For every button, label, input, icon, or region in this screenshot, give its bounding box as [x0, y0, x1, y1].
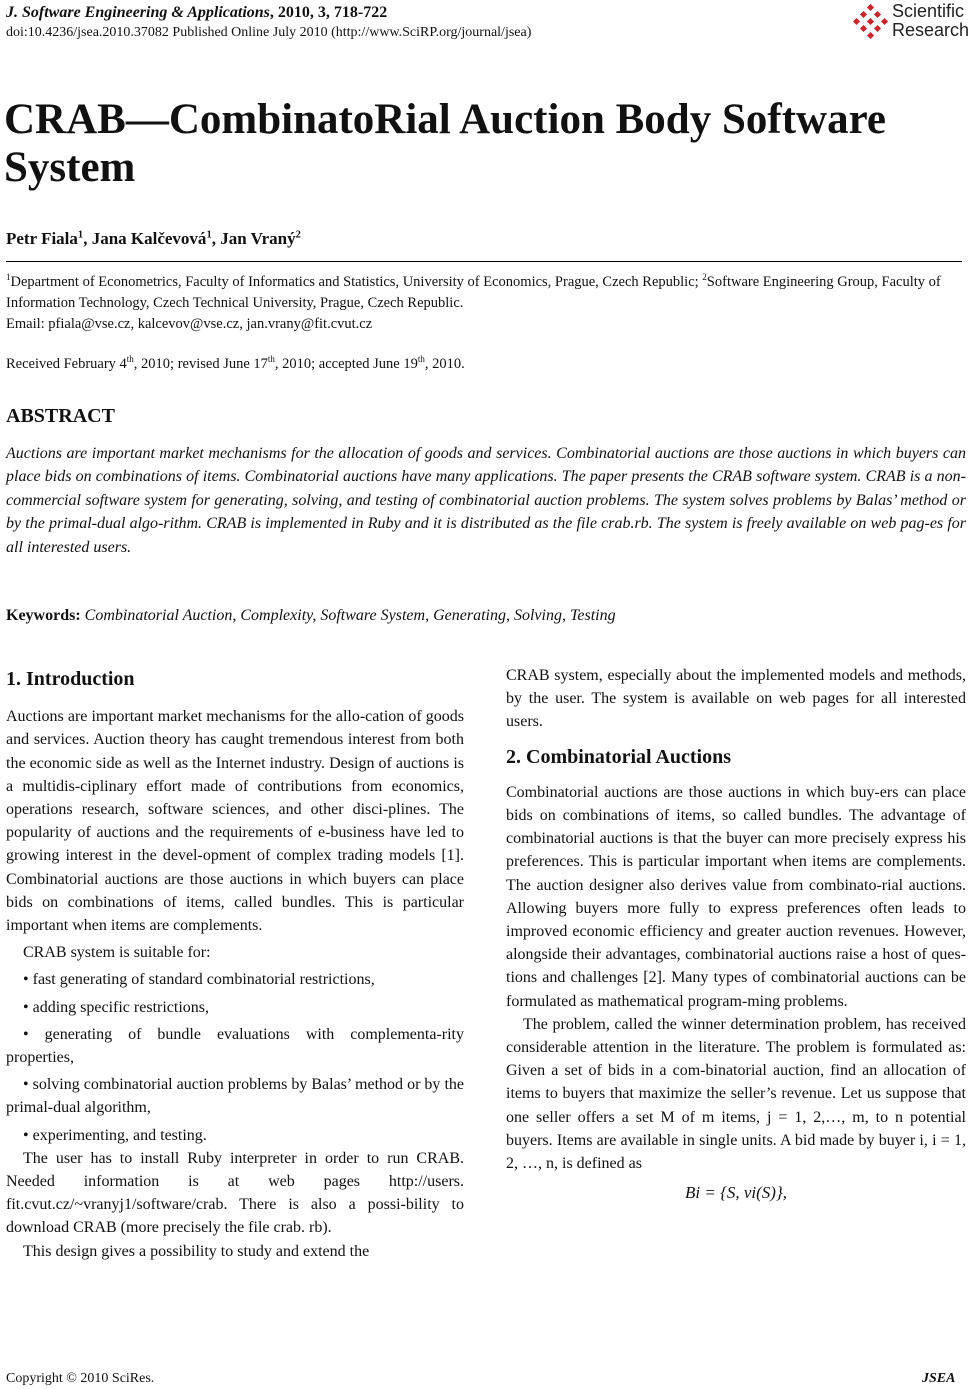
ca-paragraph-1: Combinatorial auctions are those auctions in which buy-ers can place bids on combinations of items, so called bundles. The advantage of combinatorial auctions is that the buyer can more precisely express his preferences. This is particular important when items are complements. The auction designer also derives value from combinato-rial auctions. Allowing buyers more fully to express preferences often leads to improved economic efficiency and greater auction revenues. However, alongside their advantages, combinatorial auctions raise a host of ques-tions and challenges [2]. Many types of combinatorial auctions can be formulated as mathematical program-ming problems.	[506, 783, 966, 1010]
abstract-text: Auctions are important market mechanisms for the allocation of goods and services. Combinatorial auctions are those auctions in which buyers can place bids on combinations of items. Combinatorial auctions have many applications. The paper presents the CRAB software system. CRAB is a non-commercial software system for generating, solving, and testing of combinatorial auction problems. The system solves problems by Balas’ method or by the primal-dual algo-rithm. CRAB is implemented in Ruby and it is distributed as the file crab.rb. The system is freely available on web pag-es for all interested users.	[6, 445, 966, 556]
scirp-logo-icon	[850, 4, 890, 44]
affil-text-1: Department of Econometrics, Faculty of Informatics and Statistics, University of Economics, Prague, Czech Republic;	[10, 274, 703, 290]
footer-journal-abbr: JSEA	[922, 1371, 956, 1386]
bullet-item	[6, 996, 464, 1019]
journal-issue: , 2010, 3, 718-722	[269, 4, 388, 21]
abstract-heading: ABSTRACT	[6, 405, 115, 427]
publisher-logo	[850, 2, 968, 44]
revised-text: , 2010; revised June 17	[133, 356, 268, 372]
received-text: Received February 4	[6, 356, 127, 372]
bullet-icon: •	[23, 1025, 45, 1043]
bullet-icon: •	[23, 998, 33, 1016]
section-heading-combinatorial-auctions: 2. Combinatorial Auctions	[506, 745, 732, 768]
email-line: Email: pfiala@vse.cz, kalcevov@vse.cz, jan.vrany@fit.cvut.cz	[6, 316, 373, 332]
left-column	[6, 668, 464, 1263]
bullet-text: adding specific restrictions,	[32, 998, 209, 1016]
logo-text	[892, 2, 969, 40]
bullet-item	[6, 1073, 464, 1119]
affil-mark-2: 2	[702, 272, 707, 283]
affil-text-2: Software Engineering Group, Faculty of Information Technology, Czech Technical University, Prague, Czech Republic.	[6, 274, 941, 311]
right-column	[506, 664, 966, 1204]
intro-paragraph-2: CRAB system is suitable for:	[23, 944, 211, 962]
keywords-label: Keywords	[6, 607, 76, 624]
author-affil-mark: 1	[206, 229, 212, 241]
paper-title: CRAB—CombinatoRial Auction Body Software System	[4, 96, 886, 191]
section-heading-introduction: 1. Introduction	[6, 668, 135, 690]
ordinal-suffix: th	[417, 354, 425, 365]
author-separator: ,	[83, 229, 92, 248]
ca-paragraph-2: The problem, called the winner determination problem, has received considerable attention in the literature. The problem is formulated as: Given a set of bids in a com-binatorial auction, find an allocation of items to buyers that maximize the seller’s revenue. Let us suppose that one seller offers a set M of m items, j = 1, 2,…, m, to n potential buyers. Items are available in single units. A bid made by buyer i, i = 1, 2, …, n, is defined as	[506, 1015, 966, 1173]
bullet-item	[6, 968, 464, 991]
logo-line-1: Scientific	[892, 1, 965, 21]
bullet-item	[6, 1023, 464, 1069]
author-name: Jana Kalčevová	[91, 229, 207, 248]
bullet-icon: •	[23, 1076, 33, 1094]
bid-formula: Bi = {S, vi(S)},	[684, 1183, 788, 1203]
logo-line-2: Research	[892, 20, 970, 40]
author-affil-mark: 2	[295, 229, 301, 241]
bullet-text: fast generating of standard combinatorial restrictions,	[32, 971, 375, 989]
bullet-text: generating of bundle evaluations with complementa-rity properties,	[6, 1025, 464, 1067]
affiliations	[6, 272, 962, 314]
journal-line	[6, 4, 387, 22]
bullet-item	[6, 1124, 464, 1147]
intro-paragraph-1: Auctions are important market mechanisms for the allo-cation of goods and services. Auction theory has caught tremendous interest from both the economic side as well as the Internet industry. Design of auctions is a multidis-ciplinary effort made of contributions from economics, operations research, software sciences, and other disci-plines. The popularity of auctions and the requirements of e-business have led to growing interest in the devel-opment of complex trading models [1]. Combinatorial auctions are those auctions in which buyers can place bids on combinations of items, called bundles. This is particular important when items are complements.	[6, 708, 464, 935]
doi-line: doi:10.4236/jsea.2010.37082 Published Online July 2010 (http://www.SciRP.org/journal/jsea)	[6, 25, 532, 40]
keywords	[6, 607, 616, 625]
bullet-text: solving combinatorial auction problems by Balas’ method or by the primal-dual algorithm,	[6, 1076, 464, 1117]
intro-paragraph-3: The user has to install Ruby interpreter in order to run CRAB. Needed information is at web pages http://users. fit.cvut.cz/~vranyj1/software/crab. There is also a possi-bility to download CRAB (more precisely the file crab. rb).	[6, 1149, 464, 1237]
received-dates	[6, 356, 465, 373]
keywords-text: Combinatorial Auction, Complexity, Software System, Generating, Solving, Testing	[84, 607, 616, 624]
author-name: Jan Vraný	[220, 229, 296, 248]
ordinal-suffix: th	[267, 354, 275, 365]
bullet-text: experimenting, and testing.	[32, 1126, 207, 1144]
bullet-icon: •	[23, 971, 33, 989]
journal-name: J. Software Engineering & Applications	[6, 4, 270, 21]
accepted-text: , 2010; accepted June 19	[274, 356, 418, 372]
affil-mark-1: 1	[6, 272, 11, 283]
intro-paragraph-4: This design gives a possibility to study and extend the	[23, 1242, 370, 1260]
footer-copyright: Copyright © 2010 SciRes.	[6, 1371, 155, 1386]
author-affil-mark: 1	[77, 229, 84, 241]
author-name: Petr Fiala	[6, 229, 78, 248]
bullet-icon: •	[23, 1126, 33, 1144]
intro-paragraph-5: CRAB system, especially about the implemented models and methods, by the user. The system is available on web pages for all interested users.	[506, 667, 966, 731]
header-divider	[6, 261, 962, 262]
author-list	[6, 229, 301, 249]
keywords-colon: :	[75, 607, 85, 624]
author-separator: ,	[211, 229, 221, 248]
ordinal-suffix: th	[126, 354, 134, 365]
year-text: , 2010.	[424, 356, 465, 372]
